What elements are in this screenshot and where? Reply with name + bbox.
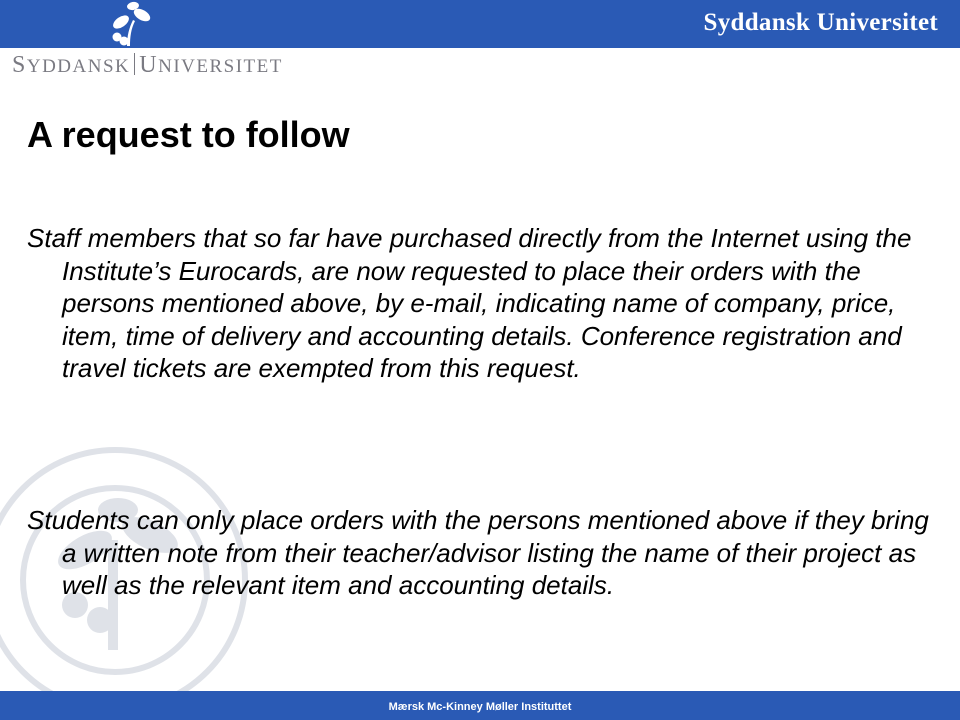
tree-logo-icon (97, 0, 159, 50)
slide-title: A request to follow (27, 114, 350, 155)
footer-text: Mærsk Mc-Kinney Møller Instituttet (388, 701, 572, 713)
paragraph-students: Students can only place orders with the persons mentioned above if they bring a written note from their teacher/advisor listing the name of their project as well as the relevant item and accounting details. (27, 505, 929, 600)
footer-bar (0, 691, 960, 720)
university-name: Syddansk Universitet (703, 9, 938, 36)
university-wordmark: SYDDANSK UNIVERSITET (12, 52, 283, 78)
paragraph-staff: Staff members that so far have purchased directly from the Internet using the Institute’s Eurocards, are now requested to place their orders with the persons mentioned above, by e-mail, indicating name of company, price, item, time of delivery and accounting details. Conference registration and travel tickets are exempted from this request. (27, 223, 912, 383)
